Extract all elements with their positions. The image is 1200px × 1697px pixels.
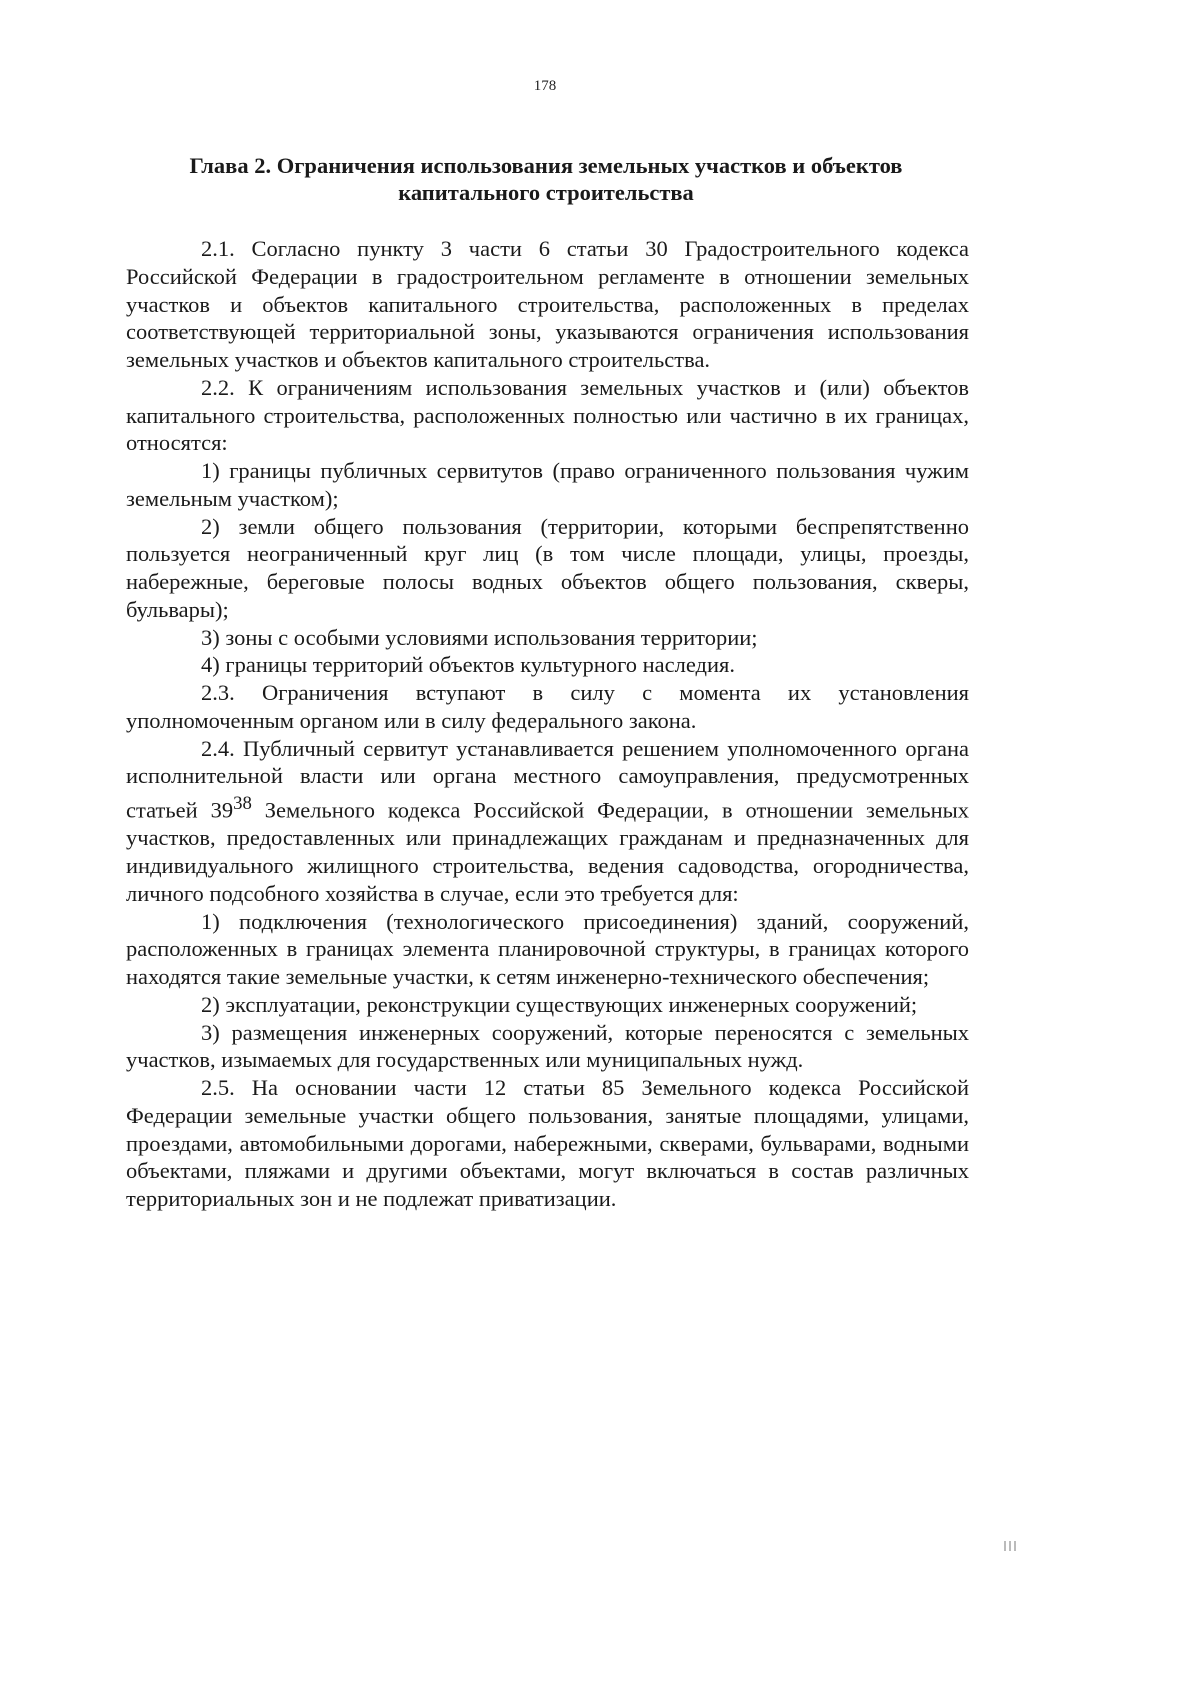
article-superscript: 38 xyxy=(233,793,252,814)
paragraph-2-4-text-end: Земельного кодекса Российской Федерации, в отношении земельных участков, предоставленных или принадлежащих гражданам и предназначенных для индивидуального жилищного строительства, ведения садоводства, огородничества, личного подсобного хозяйства в случае, если это требуется для: xyxy=(126,797,970,906)
list-item-2-4-2: 2) эксплуатации, реконструкции существующих инженерных сооружений; xyxy=(201,991,918,1017)
paragraph-2-1: 2.1. Согласно пункту 3 части 6 статьи 30 Градостроительного кодекса Российской Федерации в градостроительном регламенте в отношении земельных участков и объектов капитального строительства, расположенных в пределах соответствующей территориальной зоны, указываются ограничения использования земельных участков и объектов капитального строительства. xyxy=(126,236,969,372)
page-number: 178 xyxy=(533,78,557,94)
list-item-2-2-3: 3) зоны с особыми условиями использования территории; xyxy=(201,624,758,650)
document-body xyxy=(126,235,969,1213)
chapter-title-line-2: капитального строительства xyxy=(398,180,694,205)
paragraph-2-4-text-start: 2.4. Публичный сервитут устанавливается решением уполномоченного органа исполнительной власти или органа местного самоуправления, предусмотренных статьей 39 xyxy=(126,735,969,823)
chapter-title xyxy=(126,152,966,206)
paragraph-2-3: 2.3. Ограничения вступают в силу с момента их установления уполномоченным органом или в силу федерального закона. xyxy=(126,680,969,733)
paragraph-2-4 xyxy=(126,735,969,908)
list-item-2-4-1: 1) подключения (технологического присоединения) зданий, сооружений, расположенных в границах элемента планировочной структуры, в границах которого находятся такие земельные участки, к сетям инженерно-технического обеспечения; xyxy=(126,908,969,989)
paragraph-2-2: 2.2. К ограничениям использования земельных участков и (или) объектов капитального строительства, расположенных полностью или частично в их границах, относятся: xyxy=(126,374,969,456)
list-item-2-2-2: 2) земли общего пользования (территории, которыми беспрепятственно пользуется неограниченный круг лиц (в том числе площади, улицы, проезды, набережные, береговые полосы водных объектов общего пользования, скверы, бульвары); xyxy=(126,513,969,622)
list-item-2-2-1: 1) границы публичных сервитутов (право ограниченного пользования чужим земельным участком); xyxy=(126,458,969,511)
scan-edge-mark xyxy=(1004,1538,1026,1548)
list-item-2-2-4: 4) границы территорий объектов культурного наследия. xyxy=(201,652,736,678)
list-item-2-4-3: 3) размещения инженерных сооружений, которые переносятся с земельных участков, изымаемых для государственных или муниципальных нужд. xyxy=(126,1019,969,1073)
chapter-title-line-1: Глава 2. Ограничения использования земельных участков и объектов xyxy=(189,153,903,178)
paragraph-2-5: 2.5. На основании части 12 статьи 85 Земельного кодекса Российской Федерации земельные участки общего пользования, занятые площадями, улицами, проездами, автомобильными дорогами, набережными, скверами, бульварами, водными объектами, пляжами и другими объектами, могут включаться в состав различных территориальных зон и не подлежат приватизации. xyxy=(126,1075,969,1211)
